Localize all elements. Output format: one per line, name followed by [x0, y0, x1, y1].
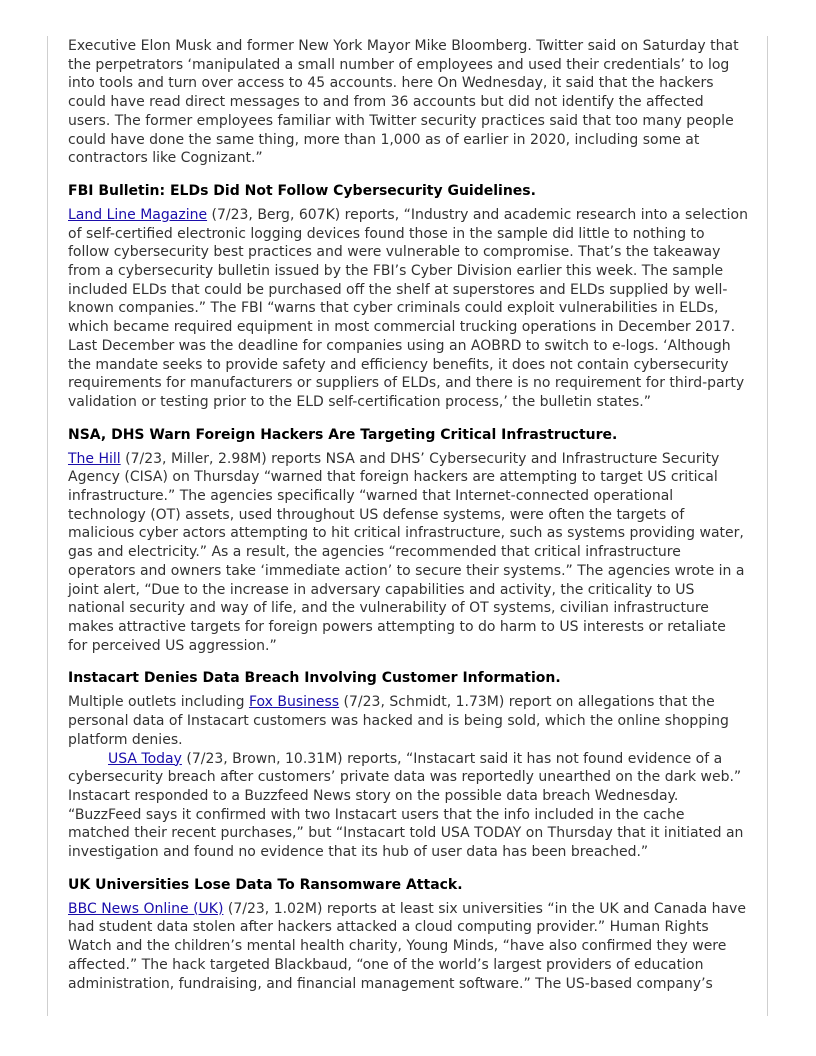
document-page: [47, 36, 768, 1016]
article-body-text: (7/23, Brown, 10.31M) reports, “Instacart said it has not found evidence of a cybersecurity breach after customers’ private data was reportedly unearthed on the dark web.” Instacart responded to a Buzzfeed News story on the possible data breach Wednesday. “BuzzFeed says it confirmed with two Instacart users that the info included in the cache matched their recent purchases,” but “Instacart told USA TODAY on Thursday that it initiated an investigation and found no evidence that its hub of user data has been breached.”: [68, 750, 744, 861]
source-link-the-hill[interactable]: The Hill: [68, 450, 121, 467]
source-link-fox-business[interactable]: Fox Business: [248, 694, 340, 711]
article-body-text: (7/23, Schmidt, 1.73M) report on allegations that the personal data of Instacart customers was hacked and is being sold, which the online shopping platform denies.: [68, 694, 729, 748]
intro-paragraph: Executive Elon Musk and former New York Mayor Mike Bloomberg. Twitter said on Saturday that the perpetrators ‘manipulated a small number of employees and used their credentials’ to log into tools and turn over access to 45 accounts. here On Wednesday, it said that the hackers could have read direct messages to and from 36 accounts but did not identify the affected users. The former employees familiar with Twitter security practices said that too many people could have done the same thing, more than 1,000 as of earlier in 2020, including some at contractors like Cognizant.”: [68, 38, 739, 167]
headline-uk-universities: UK Universities Lose Data To Ransomware Attack.: [68, 876, 463, 893]
article-body-text: (7/23, 1.02M) reports at least six universities “in the UK and Canada have had student data stolen after hackers attacked a cloud computing provider.” Human Rights Watch and the children’s mental health charity, Young Minds, “have also confirmed they were affected.” The hack targeted Blackbaud, “one of the world’s largest providers of education administration, fundraising, and financial management software.” The US-based company’s: [68, 900, 746, 992]
source-link-usa-today[interactable]: USA Today: [108, 750, 182, 767]
article-paragraph: [68, 693, 748, 749]
article-body-text: (7/23, Miller, 2.98M) reports NSA and DHS’ Cybersecurity and Infrastructure Security Agency (CISA) on Thursday “warned that foreign hackers are attempting to target US critical infrastructure.” The agencies specifically “warned that Internet-connected operational technology (OT) assets, used throughout US defense systems, were often the targets of malicious cyber actors attempting to hit critical infrastructure, such as systems providing water, gas and electricity.” As a result, the agencies “recommended that critical infrastructure operators and owners take ‘immediate action’ to secure their systems.” The agencies wrote in a joint alert, “Due to the increase in adversary capabilities and activity, the criticality to US national security and way of life, and the vulnerability of OT systems, civilian infrastructure makes attractive targets for foreign powers attempting to do harm to US interests or retaliate for perceived US aggression.”: [68, 450, 745, 654]
article-paragraph: [68, 450, 748, 656]
article-body-text: (7/23, Berg, 607K) reports, “Industry and academic research into a selection of self-certified electronic logging devices found those in the sample did little to nothing to follow cybersecurity best practices and were vulnerable to compromise. That’s the takeaway from a cybersecurity bulletin issued by the FBI’s Cyber Division earlier this week. The sample included ELDs that could be purchased off the shelf at superstores and ELDs supplied by well-known companies.” The FBI “warns that cyber criminals could exploit vulnerabilities in ELDs, which became required equipment in most commercial trucking operations in December 2017. Last December was the deadline for companies using an AOBRD to switch to e-logs. ‘Although the mandate seeks to provide safety and efficiency benefits, it does not contain cybersecurity requirements for manufacturers or suppliers of ELDs, and there is no requirement for third-party validation or testing prior to the ELD self-certification process,’ the bulletin states.”: [68, 206, 748, 410]
source-link-land-line[interactable]: Land Line Magazine: [68, 206, 208, 223]
headline-instacart: Instacart Denies Data Breach Involving Customer Information.: [68, 670, 561, 687]
document-content: [68, 37, 748, 993]
headline-fbi-elds: FBI Bulletin: ELDs Did Not Follow Cybersecurity Guidelines.: [68, 182, 536, 199]
source-link-bbc-news[interactable]: BBC News Online (UK): [68, 900, 224, 917]
headline-nsa-dhs: NSA, DHS Warn Foreign Hackers Are Targeting Critical Infrastructure.: [68, 426, 618, 443]
article-paragraph: [68, 206, 748, 412]
article-paragraph: [68, 750, 748, 862]
article-prefix-text: Multiple outlets including: [68, 694, 249, 711]
article-paragraph: [68, 900, 748, 994]
